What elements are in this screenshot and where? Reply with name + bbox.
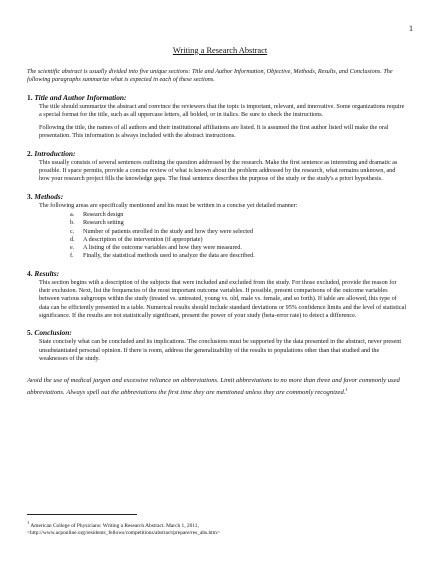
list-item-text: Research design	[83, 210, 124, 218]
list-item-text: A listing of the outcome variables and how they were measured.	[83, 244, 242, 252]
section-heading-label: Title and Author Information:	[34, 92, 127, 102]
closing-text: Avoid the use of medical jargon and excessive reliance on abbreviations. Limit abbreviations to no more than three and favor commonly used abbreviations. Always spell out the abbreviations the first time they are mentioned unless they are commonly recognized.	[27, 377, 400, 396]
intro-paragraph: The scientific abstract is usually divided into five unique sections: Title and Author Information, Objective, Methods, Results, and Conclusions. The following paragraphs summarize what is expected in each of these sections.	[27, 68, 393, 84]
list-item-text: Number of patients enrolled in the study and how they were selected	[83, 227, 253, 235]
footnote-line	[27, 519, 417, 530]
page-number: 1	[409, 24, 413, 33]
section-introduction	[27, 149, 407, 184]
section-number: 5.	[27, 328, 33, 338]
list-item	[70, 228, 407, 236]
footnote-reference[interactable]: 1	[345, 386, 348, 392]
section-paragraph: The title should summarize the abstract and convince the reviewers that the topic is important, relevant, and innovative. Some organizations require a special format for the title, such as all uppercase letters, all bolded, or in italics. Be sure to check the instructions.	[39, 102, 405, 118]
section-paragraph: Following the title, the names of all authors and their institutional affiliations are listed. It is assumed the first author listed will make the oral presentation. This information is always included with the abstract instructions.	[39, 124, 389, 140]
closing-paragraph	[27, 377, 407, 397]
footnote	[27, 519, 417, 537]
section-paragraph: The following areas are specifically mentioned and his must be written in a concise yet detailed manner:	[39, 201, 298, 209]
section-heading	[27, 149, 407, 158]
list-item	[70, 211, 407, 219]
list-letter: f.	[70, 252, 74, 260]
section-heading-label: Results:	[34, 268, 60, 278]
section-paragraph: This usually consists of several sentences outlining the question addressed by the research. Make the first sentence as interesting and dramatic as possible. If space permits, provide a concise review of what is known about the problem addressed by the research, what remains unknown, and how your research project fills the knowledge gaps. The final sentence describes the purpose of the study or the study's a priori hypothesis.	[39, 158, 398, 183]
section-number: 1.	[27, 92, 33, 102]
section-number: 4.	[27, 268, 33, 278]
list-letter: c.	[70, 227, 75, 235]
methods-list	[70, 211, 407, 261]
section-heading-label: Methods:	[34, 191, 64, 201]
section-heading	[27, 328, 407, 337]
list-item	[70, 252, 407, 260]
section-number: 3.	[27, 191, 33, 201]
section-heading-label: Introduction:	[34, 148, 76, 158]
section-heading	[27, 269, 407, 278]
list-item	[70, 219, 407, 227]
list-letter: d.	[70, 235, 75, 243]
footnote-citation: American College of Physicians: Writing a Research Abstract. March 1, 2011,	[30, 522, 199, 529]
list-letter: a.	[70, 210, 75, 218]
section-paragraph: State concisely what can be concluded and its implications. The conclusions must be supported by the data presented in the abstract, never present unsubstantiated personal opinion. If there is room, address the generalizability of the results to populations other than that studied and the weaknesses of the study.	[39, 338, 402, 362]
list-item	[70, 236, 407, 244]
section-heading	[27, 93, 407, 102]
list-letter: b.	[70, 219, 75, 227]
footnote-url[interactable]: <http://www.acponline.org/residents_fellows/competitions/abstract/prepare/res_abs.htm>	[27, 530, 220, 536]
list-item-text: A description of the intervention (if appropriate)	[83, 235, 203, 243]
section-paragraph: This section begins with a description of the subjects that were included and excluded from the study. For those excluded, provide the reason for their exclusion. Next, list the frequencies of the most important outcome variables. If possible, present comparisons of the outcome variables between various subgroups within the study (treated vs. untreated, young vs. old, male vs. female, and so forth). If table are allowed, this type of data can be efficiently presented in a table. Numerical results should include standard deviations or 95% confidence limits and the level of statistical significance. If the results are not statistically significant, present the power of your study (beta-error rate) to detect a difference.	[39, 278, 407, 319]
footnote-divider	[27, 514, 137, 515]
list-item	[70, 244, 407, 252]
section-heading	[27, 192, 407, 201]
section-methods	[27, 192, 407, 261]
list-item-text: Finally, the statistical methods used to analyze the data are described.	[83, 252, 255, 260]
section-conclusion	[27, 328, 407, 363]
document-body	[27, 68, 407, 398]
section-results	[27, 269, 407, 320]
section-title-author	[27, 93, 407, 141]
section-number: 2.	[27, 148, 33, 158]
list-item-text: Research setting	[83, 219, 124, 227]
section-heading-label: Conclusion:	[34, 328, 72, 338]
list-letter: e.	[70, 244, 75, 252]
footnote-marker: 1	[27, 520, 30, 525]
document-title: Writing a Research Abstract	[172, 46, 268, 55]
